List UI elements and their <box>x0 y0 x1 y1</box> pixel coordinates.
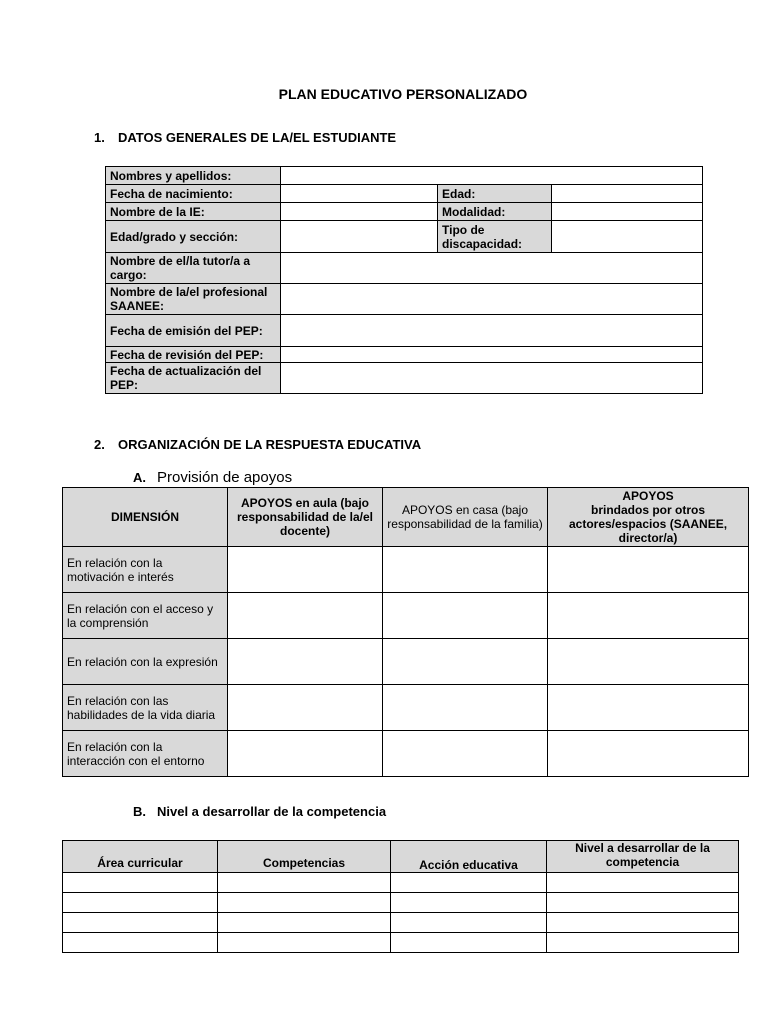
row-dimension-label: En relación con las habilidades de la vida diaria <box>63 685 228 731</box>
label-nombre-ie: Nombre de la IE: <box>106 203 281 221</box>
input-emision[interactable] <box>281 315 703 347</box>
cell-accion[interactable] <box>391 913 547 933</box>
label-profesional: Nombre de la/el profesional SAANEE: <box>106 284 281 315</box>
subsection-a-heading <box>133 469 292 486</box>
input-nombres[interactable] <box>281 167 703 185</box>
cell-otros[interactable] <box>548 731 749 777</box>
cell-competencias[interactable] <box>218 893 391 913</box>
row-dimension-label: En relación con la interacción con el entorno <box>63 731 228 777</box>
row-dimension-label: En relación con la expresión <box>63 639 228 685</box>
col-casa: APOYOS en casa (bajo responsabilidad de la familia) <box>383 488 548 547</box>
label-edad: Edad: <box>438 185 552 203</box>
cell-aula[interactable] <box>228 731 383 777</box>
cell-accion[interactable] <box>391 933 547 953</box>
label-revision: Fecha de revisión del PEP: <box>106 347 281 363</box>
page-title: PLAN EDUCATIVO PERSONALIZADO <box>278 86 528 102</box>
nivel-competencia-table <box>62 840 739 953</box>
cell-competencias[interactable] <box>218 873 391 893</box>
cell-nivel[interactable] <box>547 873 739 893</box>
label-nombres: Nombres y apellidos: <box>106 167 281 185</box>
input-modalidad[interactable] <box>552 203 703 221</box>
cell-competencias[interactable] <box>218 933 391 953</box>
cell-area[interactable] <box>63 913 218 933</box>
input-profesional[interactable] <box>281 284 703 315</box>
cell-otros[interactable] <box>548 547 749 593</box>
cell-competencias[interactable] <box>218 913 391 933</box>
cell-area[interactable] <box>63 933 218 953</box>
col-accion: Acción educativa <box>391 841 547 873</box>
col-competencias: Competencias <box>218 841 391 873</box>
cell-aula[interactable] <box>228 639 383 685</box>
subsection-title: Provisión de apoyos <box>157 469 293 486</box>
col-dimension: DIMENSIÓN <box>63 488 228 547</box>
cell-casa[interactable] <box>383 547 548 593</box>
cell-casa[interactable] <box>383 685 548 731</box>
input-tipo-discapacidad[interactable] <box>552 221 703 253</box>
cell-nivel[interactable] <box>547 913 739 933</box>
section-number: 2. <box>94 437 105 452</box>
label-emision: Fecha de emisión del PEP: <box>106 315 281 347</box>
col-otros-title: APOYOS <box>622 489 674 503</box>
cell-area[interactable] <box>63 893 218 913</box>
label-tipo-discapacidad: Tipo de discapacidad: <box>438 221 552 253</box>
subsection-letter: B. <box>133 804 146 819</box>
cell-aula[interactable] <box>228 547 383 593</box>
datos-generales-table <box>105 166 703 394</box>
section-2-heading <box>94 437 421 452</box>
label-fecha-nacimiento: Fecha de nacimiento: <box>106 185 281 203</box>
subsection-b-heading <box>133 804 386 819</box>
col-aula: APOYOS en aula (bajo responsabilidad de la/el docente) <box>228 488 383 547</box>
label-tutor: Nombre de el/la tutor/a a cargo: <box>106 253 281 284</box>
cell-nivel[interactable] <box>547 893 739 913</box>
input-actualizacion[interactable] <box>281 363 703 394</box>
cell-nivel[interactable] <box>547 933 739 953</box>
cell-aula[interactable] <box>228 685 383 731</box>
cell-casa[interactable] <box>383 731 548 777</box>
label-modalidad: Modalidad: <box>438 203 552 221</box>
section-number: 1. <box>94 130 105 145</box>
cell-otros[interactable] <box>548 685 749 731</box>
row-dimension-label: En relación con el acceso y la comprensión <box>63 593 228 639</box>
subsection-letter: A. <box>133 470 146 485</box>
input-revision[interactable] <box>281 347 703 363</box>
cell-accion[interactable] <box>391 873 547 893</box>
subsection-title: Nivel a desarrollar de la competencia <box>157 804 387 819</box>
col-nivel: Nivel a desarrollar de la competencia <box>547 841 739 873</box>
cell-aula[interactable] <box>228 593 383 639</box>
input-fecha-nacimiento[interactable] <box>281 185 438 203</box>
col-otros <box>548 488 749 547</box>
cell-otros[interactable] <box>548 593 749 639</box>
col-otros-desc: brindados por otros actores/espacios (SAANEE, director/a) <box>568 503 728 545</box>
row-dimension-label: En relación con la motivación e interés <box>63 547 228 593</box>
section-title: DATOS GENERALES DE LA/EL ESTUDIANTE <box>118 130 397 145</box>
cell-casa[interactable] <box>383 639 548 685</box>
label-edad-grado: Edad/grado y sección: <box>106 221 281 253</box>
cell-otros[interactable] <box>548 639 749 685</box>
col-area: Área curricular <box>63 841 218 873</box>
input-edad[interactable] <box>552 185 703 203</box>
cell-area[interactable] <box>63 873 218 893</box>
label-actualizacion: Fecha de actualización del PEP: <box>106 363 281 394</box>
section-1-heading <box>94 130 396 145</box>
cell-accion[interactable] <box>391 893 547 913</box>
input-edad-grado[interactable] <box>281 221 438 253</box>
section-title: ORGANIZACIÓN DE LA RESPUESTA EDUCATIVA <box>118 437 422 452</box>
provision-apoyos-table <box>62 487 749 777</box>
input-tutor[interactable] <box>281 253 703 284</box>
cell-casa[interactable] <box>383 593 548 639</box>
input-nombre-ie[interactable] <box>281 203 438 221</box>
